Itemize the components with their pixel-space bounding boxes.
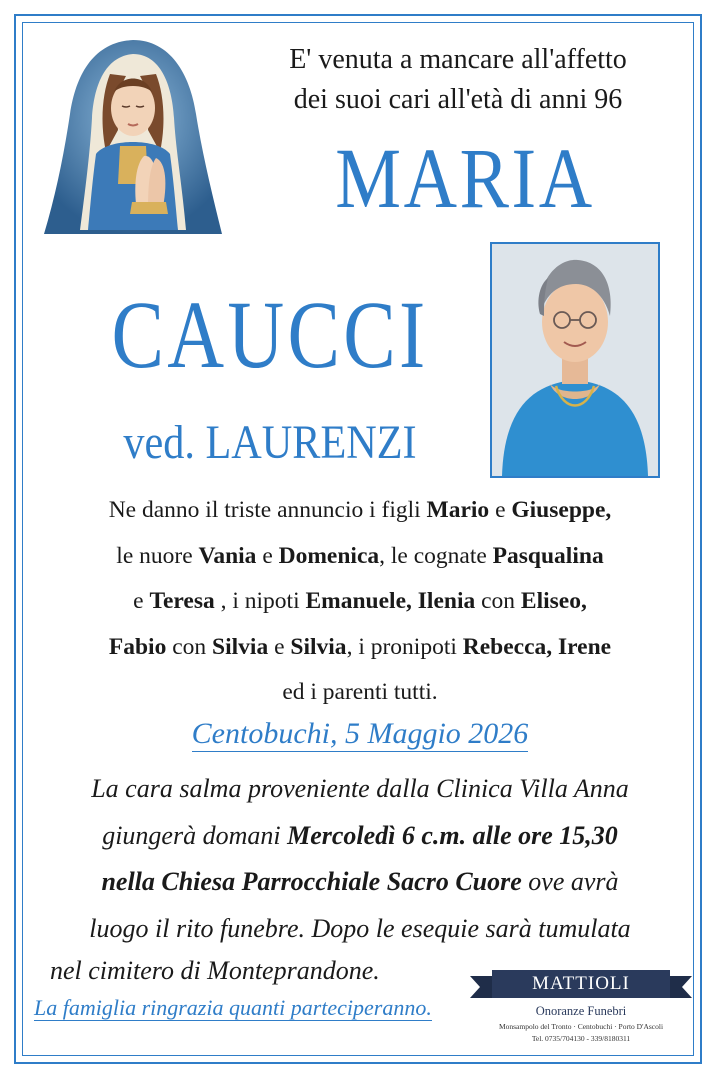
relative-name: Mario [426, 497, 490, 523]
deceased-first-name: MARIA [335, 130, 595, 226]
funeral-line-3 [30, 859, 690, 906]
announcement-text: e [133, 588, 150, 614]
announcement-text: e [489, 497, 512, 523]
announcement [30, 488, 690, 716]
funeral-church: nella Chiesa Parrocchiale Sacro Cuore [101, 867, 522, 896]
funeral-text: giungerà domani [102, 820, 288, 850]
funeral-home-phone: Tel. 0735/704130 - 339/8180311 [531, 1034, 631, 1043]
relative-name: Giuseppe, [511, 497, 612, 523]
place-date-text: Centobuchi, 5 Maggio 2026 [191, 717, 529, 750]
funeral-line-1: La cara salma proveniente dalla Clinica Villa Anna [91, 774, 629, 803]
thanks-text: La famiglia ringrazia quanti parteciperanno. [34, 995, 432, 1020]
announcement-line-3 [30, 579, 690, 625]
funeral-text: ove avrà [521, 867, 619, 896]
intro-line-1: E' venuta a mancare all'affetto [289, 44, 627, 75]
announcement-text: e [268, 633, 291, 660]
announcement-text: , i pronipoti [346, 633, 463, 660]
intro-line-2: dei suoi cari all'età di anni 96 [293, 84, 623, 115]
announcement-text: le nuore [116, 542, 199, 569]
funeral-line-2 [30, 813, 690, 860]
relative-name: Silvia [290, 633, 347, 660]
relative-name: Eliseo, [520, 588, 587, 614]
deceased-photo [490, 242, 660, 478]
widow-of: ved. LAURENZI [123, 416, 417, 469]
relative-name: Pasqualina [492, 542, 604, 569]
funeral-time: Mercoledì 6 c.m. alle ore 15,30 [287, 820, 618, 850]
intro-text [238, 40, 678, 120]
relative-name: Teresa [149, 588, 215, 614]
deceased-surname: CAUCCI [111, 281, 429, 388]
relative-name: Silvia [212, 633, 269, 660]
place-and-date [160, 714, 560, 754]
announcement-line-4 [30, 625, 690, 671]
funeral-home-subtitle: Onoranze Funebri [535, 1004, 627, 1018]
announcement-line-1 [30, 488, 690, 534]
relative-name: Vania [198, 542, 257, 569]
announcement-text: Ne danno il triste annuncio i figli [108, 497, 427, 523]
announcement-text: con [166, 633, 213, 660]
relative-name: Rebecca, Irene [462, 633, 612, 660]
relative-name: Fabio [108, 633, 167, 660]
funeral-home-name: MATTIOLI [532, 973, 630, 994]
announcement-line-2 [30, 534, 690, 580]
announcement-text: e [256, 542, 279, 569]
portrait-image [492, 244, 658, 476]
funeral-home-locations: Monsampolo del Tronto · Centobuchi · Porto D'Ascoli [498, 1022, 664, 1031]
relative-name: Domenica [278, 542, 380, 569]
funeral-line-5: nel cimitero di Monteprandone. [50, 956, 380, 985]
announcement-text: , le cognate [379, 542, 493, 569]
relative-name: Emanuele, Ilenia [305, 588, 476, 614]
announcement-text: con [475, 588, 521, 614]
funeral-details [30, 766, 690, 952]
family-thanks [34, 990, 464, 1026]
funeral-home-logo [470, 968, 692, 1050]
praying-madonna-image [36, 34, 230, 242]
announcement-text: , i nipoti [214, 588, 306, 614]
funeral-line-4: luogo il rito funebre. Dopo le esequie sarà tumulata [89, 913, 631, 943]
announcement-line-5: ed i parenti tutti. [282, 679, 438, 705]
